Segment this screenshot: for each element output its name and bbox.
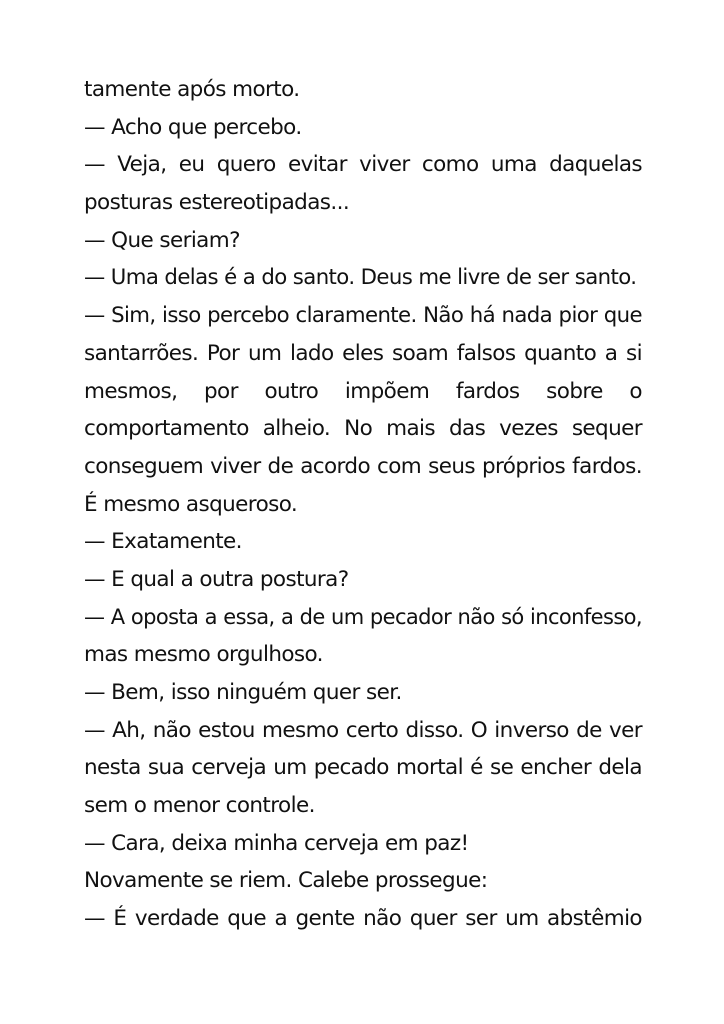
text-line: — Sim, isso percebo claramente. Não há nada pior que <box>84 303 642 329</box>
text-line: — Acho que percebo. <box>84 114 302 140</box>
text-line: — Uma delas é a do santo. Deus me livre de ser santo. <box>84 265 637 291</box>
text-line: — A oposta a essa, a de um pecador não só inconfesso, <box>84 604 642 629</box>
text-line: — É verdade que a gente não quer ser um abstêmio <box>84 906 642 932</box>
text-line: nesta sua cerveja um pecado mortal é se encher dela <box>84 755 642 781</box>
text-line: É mesmo asqueroso. <box>84 491 298 517</box>
text-line: conseguem viver de acordo com seus próprios fardos. <box>84 453 642 479</box>
text-line: mesmos, por outro impõem fardos sobre o <box>84 378 642 404</box>
text-line: Novamente se riem. Calebe prossegue: <box>84 868 488 894</box>
text-line: — Exatamente. <box>84 529 242 555</box>
text-line: comportamento alheio. No mais das vezes sequer <box>84 416 642 442</box>
text-line: — E qual a outra postura? <box>84 566 349 592</box>
text-line: mas mesmo orgulhoso. <box>84 642 323 668</box>
text-line: — Veja, eu quero evitar viver como uma daquelas <box>84 152 642 178</box>
text-line: — Ah, não estou mesmo certo disso. O inverso de ver <box>84 717 642 743</box>
document-page <box>84 71 642 938</box>
text-line: — Que seriam? <box>84 227 240 253</box>
text-line: sem o menor controle. <box>84 793 315 819</box>
text-line: santarrões. Por um lado eles soam falsos quanto a si <box>84 340 642 366</box>
text-line: — Bem, isso ninguém quer ser. <box>84 680 402 705</box>
text-line: posturas estereotipadas... <box>84 190 350 216</box>
text-line: tamente após morto. <box>84 77 300 102</box>
text-line: — Cara, deixa minha cerveja em paz! <box>84 830 469 856</box>
